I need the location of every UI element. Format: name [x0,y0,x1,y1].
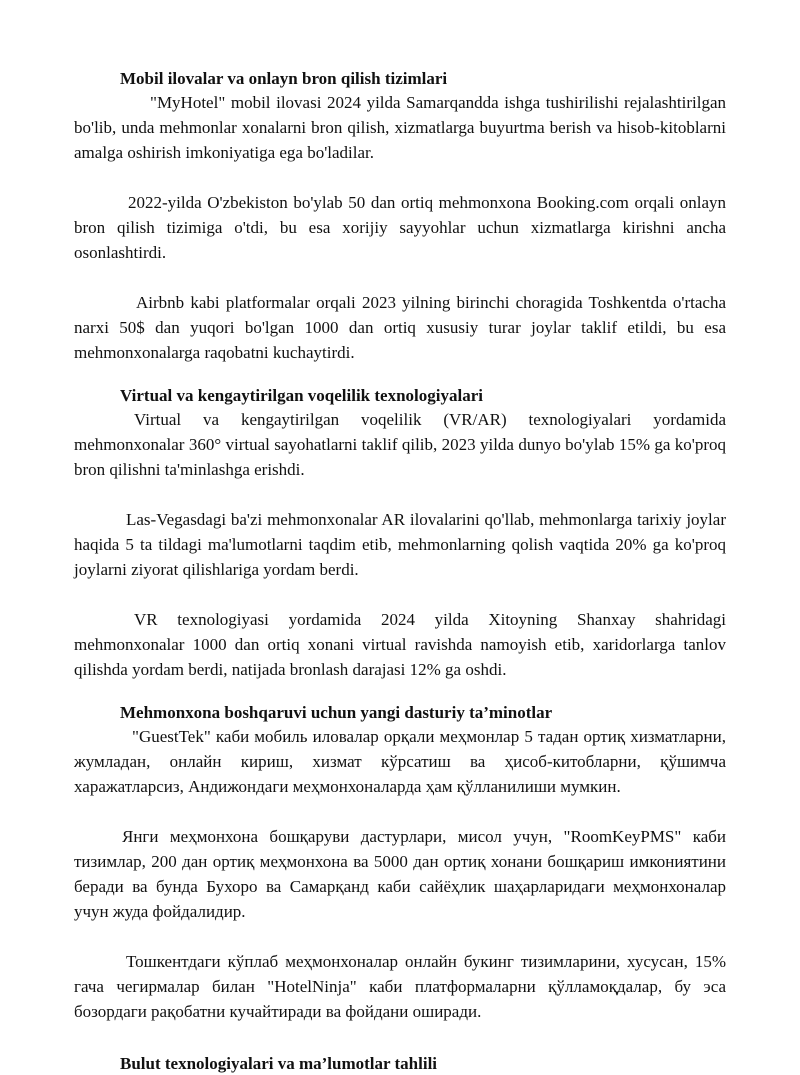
section-heading-cloud-data: Bulut texnologiyalari va ma’lumotlar tahlili [120,1054,438,1073]
section-heading-mobile-apps: Mobil ilovalar va onlayn bron qilish tizimlari [120,69,448,88]
section-heading-vr-ar: Virtual va kengaytirilgan voqelilik texnologiyalari [120,386,483,405]
paragraph: Янги меҳмонхона бошқаруви дастурлари, мисол учун, "RoomKeyPMS" каби тизимлар, 200 дан ортиқ меҳмонхона ва 5000 дан ортиқ хонани бошқариш имкониятини беради ва бунда Бухоро ва Самарқанд каби сайёҳлик шаҳарларидаги меҳмонхоналар учун жуда фойдалидир. [74,827,726,921]
paragraph: Virtual va kengaytirilgan voqelilik (VR/AR) texnologiyalari yordamida mehmonxonalar 360° virtual sayohatlarni taklif qilib, 2023 yilda dunyo bo'ylab 15% ga ko'proq bron qilishni ta'minlashga erishdi. [74,410,726,479]
paragraph: "GuestTek" каби мобиль иловалар орқали меҳмонлар 5 тадан ортиқ хизматларни, жумладан, онлайн кириш, хизмат кўрсатиш ва ҳисоб-китобларни, қўшимча харажатларсиз, Андижондаги меҳмонхоналарда ҳам қўлланилиши мумкин. [74,727,726,796]
paragraph: VR texnologiyasi yordamida 2024 yilda Xitoyning Shanxay shahridagi mehmonxonalar 1000 dan ortiq xonani virtual ravishda namoyish etib, xaridorlarga tanlov qilishda yordam berdi, natijada bronlash darajasi 12% ga oshdi. [74,610,726,679]
section-heading-hotel-software: Mehmonxona boshqaruvi uchun yangi dasturiy ta’minotlar [120,703,553,722]
paragraph: Las-Vegasdagi ba'zi mehmonxonalar AR ilovalarini qo'llab, mehmonlarga tarixiy joylar haqida 5 ta tildagi ma'lumotlarni taqdim etib, mehmonlarning qolish vaqtida 20% ga ko'proq joylarni ziyorat qilishlariga yordam berdi. [74,510,726,579]
paragraph: Тошкентдаги кўплаб меҳмонхоналар онлайн букинг тизимларини, хусусан, 15% гача чегирмалар билан "HotelNinja" каби платформаларни қўлламоқдалар, бу эса бозордаги рақобатни кучайтиради ва фойдани оширади. [74,952,726,1021]
paragraph: 2022-yilda O'zbekiston bo'ylab 50 dan ortiq mehmonxona Booking.com orqali onlayn bron qilish tizimiga o'tdi, bu esa xorijiy sayyohlar uchun xizmatlarga kirishni ancha osonlashtirdi. [74,193,726,262]
paragraph: "MyHotel" mobil ilovasi 2024 yilda Samarqandda ishga tushirilishi rejalashtirilgan bo'lib, unda mehmonlar xonalarni bron qilish, xizmatlarga buyurtma berish va hisob-kitoblarni amalga oshirish imkoniyatiga ega bo'ladilar. [74,93,726,162]
paragraph: Airbnb kabi platformalar orqali 2023 yilning birinchi choragida Toshkentda o'rtacha narxi 50$ dan yuqori bo'lgan 1000 dan ortiq xususiy turar joylar taklif etildi, bu esa mehmonxonalarga raqobatni kuchaytirdi. [74,293,726,362]
